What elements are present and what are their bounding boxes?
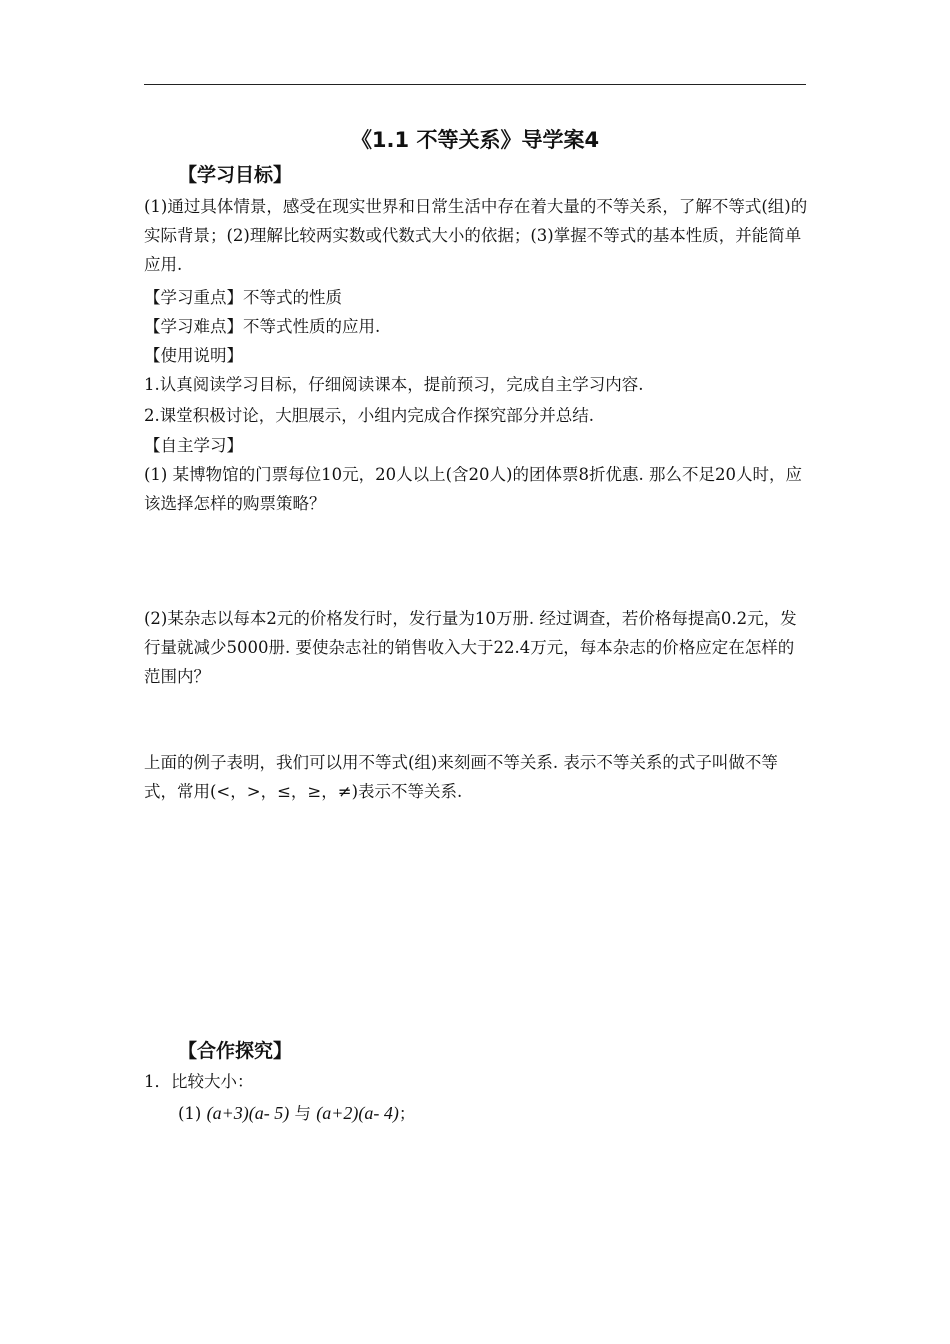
summary-text: 上面的例子表明，我们可以用不等式(组)来刻画不等关系. 表示不等关系的式子叫做不等式，常用(<，>，≤，≥，≠)表示不等关系. xyxy=(144,753,778,801)
objectives-heading: 【学习目标】 xyxy=(178,164,293,186)
self-study-heading: 【自主学习】 xyxy=(144,436,243,455)
problem-1: (1) 某博物馆的门票每位10元，20人以上(含20人)的团体票8折优惠. 那么不足20人时，应该选择怎样的购票策略？ xyxy=(144,465,802,513)
formula-suffix: ； xyxy=(398,1104,416,1123)
cooperation-heading: 【合作探究】 xyxy=(178,1040,293,1062)
compare-formula xyxy=(178,1100,415,1124)
expression-1: (a+3)(a- 5) xyxy=(206,1103,290,1123)
usage-heading: 【使用说明】 xyxy=(144,346,243,365)
header-rule xyxy=(144,84,806,85)
usage-item-1: 1.认真阅读学习目标，仔细阅读课本，提前预习，完成自主学习内容. xyxy=(144,375,644,394)
problem-2: (2)某杂志以每本2元的价格发行时，发行量为10万册. 经过调查，若价格每提高0.2元，发行量就减少5000册. 要使杂志社的销售收入大于22.4万元，每本杂志的价格应定在怎样的范围内？ xyxy=(144,609,797,686)
expression-2: (a+2)(a- 4) xyxy=(316,1103,399,1123)
key-point: 【学习重点】不等式的性质 xyxy=(144,288,342,307)
formula-prefix: (1) xyxy=(178,1104,207,1123)
usage-item-2: 2.课堂积极讨论，大胆展示，小组内完成合作探究部分并总结. xyxy=(144,406,594,425)
objectives-text: (1)通过具体情景，感受在现实世界和日常生活中存在着大量的不等关系，了解不等式(组)的实际背景；(2)理解比较两实数或代数式大小的依据；(3)掌握不等式的基本性质，并能简单应用. xyxy=(144,197,808,274)
formula-connector: 与 xyxy=(289,1104,317,1123)
compare-title: 1．比较大小： xyxy=(144,1072,254,1091)
page-title: 《1.1 不等关系》导学案4 xyxy=(350,128,600,152)
difficulty: 【学习难点】不等式性质的应用. xyxy=(144,317,381,336)
